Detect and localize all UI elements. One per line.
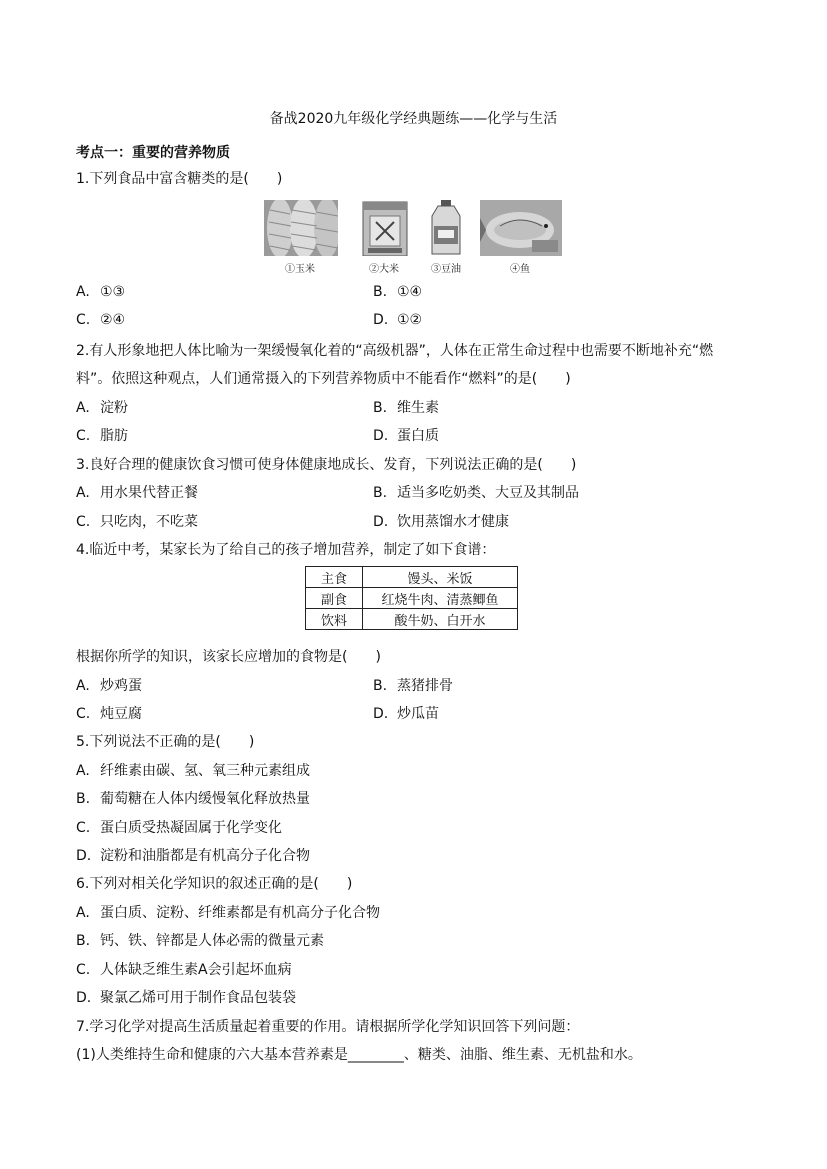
section-heading: 考点一：重要的营养物质 bbox=[76, 145, 230, 161]
caption-rice: ②大米 bbox=[369, 264, 399, 275]
q4-option-d: D. 炒瓜苗 bbox=[373, 706, 439, 722]
q6-option-b: B. 钙、铁、锌都是人体必需的微量元素 bbox=[76, 933, 324, 949]
q5-option-c: C. 蛋白质受热凝固属于化学变化 bbox=[76, 820, 282, 836]
table-cell: 红烧牛肉、清蒸鲫鱼 bbox=[363, 588, 518, 609]
table-cell: 馒头、米饭 bbox=[363, 567, 518, 588]
question-5-stem: 5.下列说法不正确的是( ) bbox=[76, 734, 255, 750]
q1-option-c: C. ②④ bbox=[76, 312, 126, 328]
question-6-stem: 6.下列对相关化学知识的叙述正确的是( ) bbox=[76, 876, 353, 892]
q2-option-a: A. 淀粉 bbox=[76, 400, 128, 416]
q6-option-a: A. 蛋白质、淀粉、纤维素都是有机高分子化合物 bbox=[76, 905, 380, 921]
table-cell: 饮料 bbox=[306, 609, 363, 630]
q5-option-d: D. 淀粉和油脂都是有机高分子化合物 bbox=[76, 848, 310, 864]
table-cell: 酸牛奶、白开水 bbox=[363, 609, 518, 630]
q3-option-c: C. 只吃肉，不吃菜 bbox=[76, 514, 198, 530]
table-row bbox=[306, 588, 518, 609]
q1-option-b: B. ①④ bbox=[373, 284, 423, 300]
fish-image bbox=[480, 200, 562, 256]
food-images bbox=[264, 200, 564, 275]
q3-option-d: D. 饮用蒸馏水才健康 bbox=[373, 514, 509, 530]
caption-oil: ③豆油 bbox=[431, 264, 461, 275]
question-7-stem: 7.学习化学对提高生活质量起着重要的作用。请根据所学化学知识回答下列问题： bbox=[76, 1019, 580, 1035]
q6-option-d: D. 聚氯乙烯可用于制作食品包装袋 bbox=[76, 990, 296, 1006]
question-1-stem: 1.下列食品中富含糖类的是( ) bbox=[76, 171, 283, 187]
q3-option-a: A. 用水果代替正餐 bbox=[76, 485, 198, 501]
menu-table bbox=[305, 566, 518, 630]
table-row bbox=[306, 567, 518, 588]
table-row bbox=[306, 609, 518, 630]
caption-corn: ①玉米 bbox=[285, 264, 315, 275]
q3-option-b: B. 适当多吃奶类、大豆及其制品 bbox=[373, 485, 579, 501]
q2-option-c: C. 脂肪 bbox=[76, 428, 128, 444]
question-4-stem: 4.临近中考，某家长为了给自己的孩子增加营养，制定了如下食谱： bbox=[76, 542, 496, 558]
question-7-sub1: (1)人类维持生命和健康的六大基本营养素是________、糖类、油脂、维生素、无机盐和水。 bbox=[76, 1047, 642, 1063]
rice-bag-image bbox=[360, 200, 410, 256]
question-2-stem-line1: 2.有人形象地把人体比喻为一架缓慢氧化着的“高级机器”，人体在正常生命过程中也需要不断地补充“燃 bbox=[76, 343, 714, 359]
q5-option-b: B. 葡萄糖在人体内缓慢氧化释放热量 bbox=[76, 791, 310, 807]
q1-option-a: A. ①③ bbox=[76, 284, 126, 300]
oil-bottle-image bbox=[428, 200, 464, 256]
document-title: 备战2020九年级化学经典题练——化学与生活 bbox=[269, 111, 558, 127]
caption-fish: ④鱼 bbox=[510, 264, 530, 275]
q6-option-c: C. 人体缺乏维生素A会引起坏血病 bbox=[76, 962, 292, 978]
q4-option-b: B. 蒸猪排骨 bbox=[373, 678, 453, 694]
q4-option-a: A. 炒鸡蛋 bbox=[76, 678, 142, 694]
q5-option-a: A. 纤维素由碳、氢、氧三种元素组成 bbox=[76, 763, 310, 779]
question-3-stem: 3.良好合理的健康饮食习惯可使身体健康地成长、发育，下列说法正确的是( ) bbox=[76, 457, 577, 473]
table-cell: 主食 bbox=[306, 567, 363, 588]
question-4-stem2: 根据你所学的知识，该家长应增加的食物是( ) bbox=[76, 649, 381, 665]
q2-option-b: B. 维生素 bbox=[373, 400, 439, 416]
q4-option-c: C. 炖豆腐 bbox=[76, 706, 142, 722]
question-2-stem-line2: 料”。依照这种观点，人们通常摄入的下列营养物质中不能看作“燃料”的是( ) bbox=[76, 371, 571, 387]
q1-option-d: D. ①② bbox=[373, 312, 423, 328]
table-cell: 副食 bbox=[306, 588, 363, 609]
q2-option-d: D. 蛋白质 bbox=[373, 428, 439, 444]
corn-image bbox=[264, 200, 338, 256]
